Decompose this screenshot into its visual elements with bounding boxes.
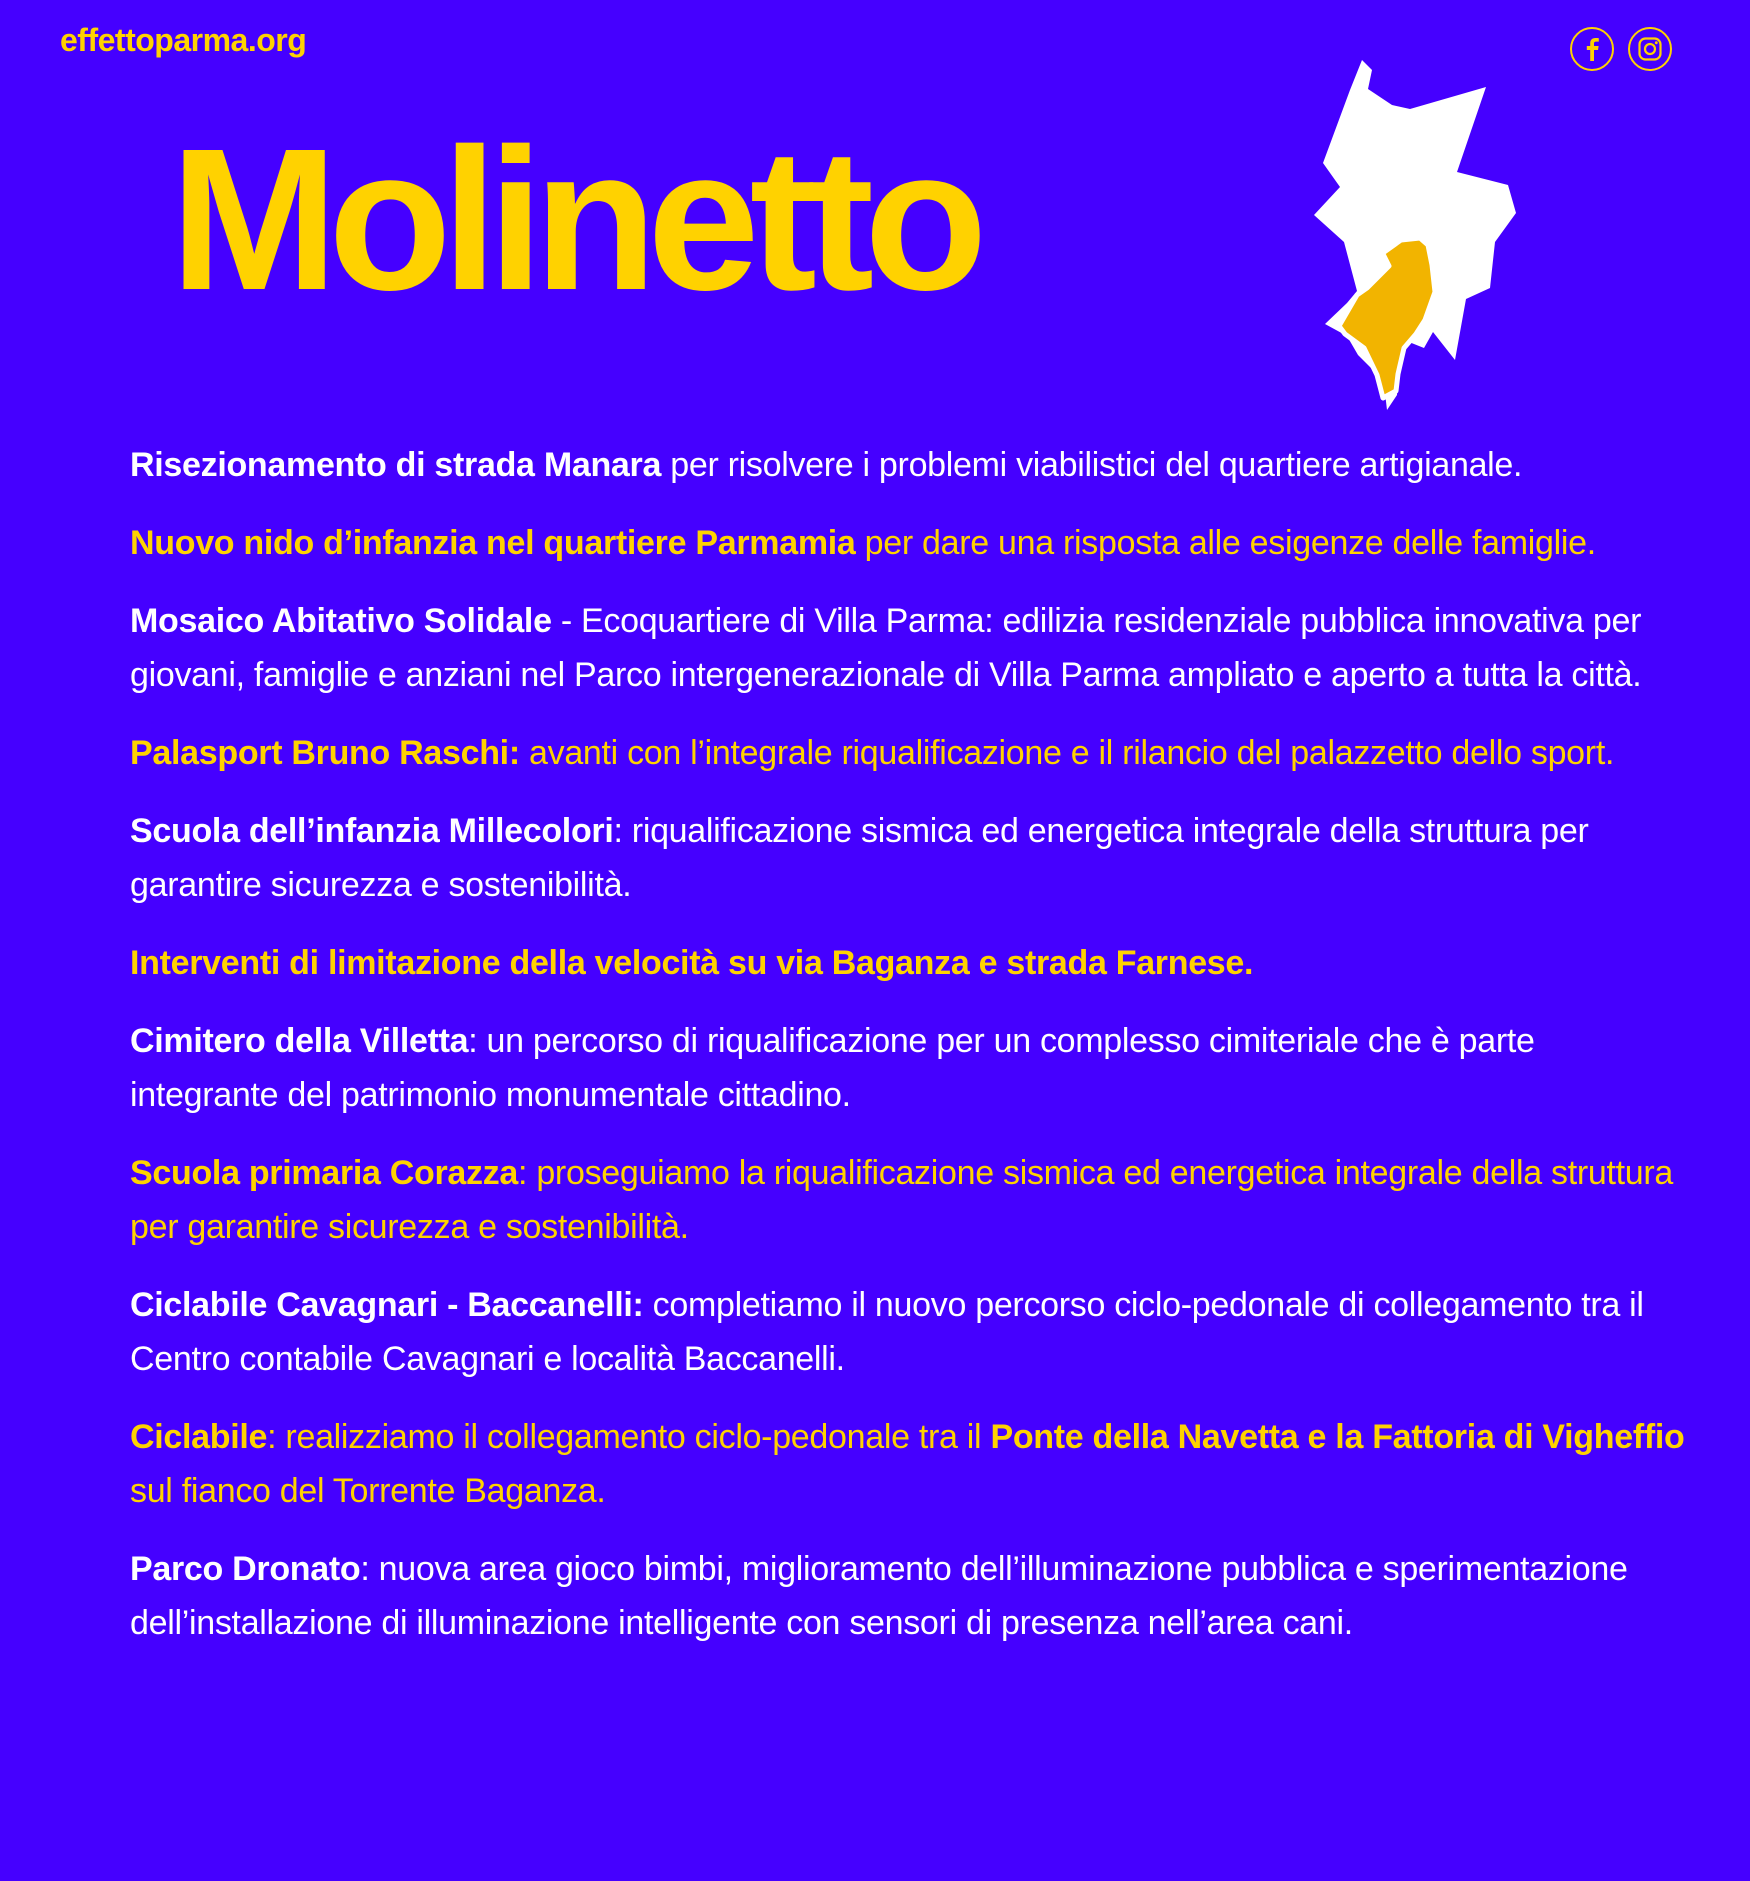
list-item [130,1278,1690,1386]
item-title: Mosaico Abitativo Solidale [130,602,552,640]
instagram-button[interactable] [1628,27,1672,71]
item-description: completiamo il nuovo percorso ciclo-pedonale di collegamento tra il Centro contabile Cavagnari e località Baccanelli. [130,1286,1644,1378]
list-item [130,594,1690,702]
list-item [130,516,1690,570]
list-item [130,1014,1690,1122]
social-links [1570,27,1672,71]
item-title: Palasport Bruno Raschi: [130,734,520,772]
list-item [130,1146,1690,1254]
facebook-icon [1581,36,1603,62]
list-item [130,1542,1690,1650]
item-title: Scuola primaria Corazza [130,1154,519,1192]
city-districts-shape [1314,60,1516,410]
item-description: : un percorso di riqualificazione per un complesso cimiteriale che è parte integrante del patrimonio monumentale cittadino. [130,1022,1535,1114]
item-title: Ciclabile [130,1418,268,1456]
item-description: - Ecoquartiere di Villa Parma: edilizia residenziale pubblica innovativa per giovani, famiglie e anziani nel Parco intergenerazionale di Villa Parma ampliato e aperto a tutta la città. [130,602,1642,694]
item-description: per dare una risposta alle esigenze delle famiglie. [855,524,1596,562]
page-title: Molinetto [170,106,978,332]
facebook-button[interactable] [1570,27,1614,71]
item-title: Scuola dell’infanzia Millecolori [130,812,614,850]
item-description: : nuova area gioco bimbi, miglioramento dell’illuminazione pubblica e sperimentazione dell’installazione di illuminazione intelligente con sensori di presenza nell’area cani. [130,1550,1628,1642]
item-description: avanti con l’integrale riqualificazione e il rilancio del palazzetto dello sport. [519,734,1615,772]
item-description: : riqualificazione sismica ed energetica integrale della struttura per garantire sicurezza e sostenibilità. [130,812,1589,904]
list-item [130,936,1690,990]
item-highlight: Ponte della Navetta e la Fattoria di Vigheffio [990,1418,1685,1456]
item-description: : proseguiamo la riqualificazione sismica ed energetica integrale della struttura per garantire sicurezza e sostenibilità. [130,1154,1674,1246]
item-title: Ciclabile Cavagnari - Baccanelli: [130,1286,644,1324]
item-description: : realizziamo il collegamento ciclo-pedonale tra il [267,1418,991,1456]
site-link[interactable]: effettoparma.org [60,22,307,58]
item-title: Parco Dronato [130,1550,361,1588]
instagram-icon [1637,36,1663,62]
list-item [130,804,1690,912]
item-title: Nuovo nido d’infanzia nel quartiere Parmamia [130,524,856,562]
item-description: per risolvere i problemi viabilistici del quartiere artigianale. [661,446,1523,484]
item-title: Interventi di limitazione della velocità su via Baganza e strada Farnese. [130,944,1254,982]
list-item [130,1410,1690,1518]
project-list [130,438,1690,1674]
list-item [130,438,1690,492]
district-map [1260,55,1520,410]
item-title: Risezionamento di strada Manara [130,446,662,484]
item-description-end: sul fianco del Torrente Baganza. [130,1472,606,1510]
item-title: Cimitero della Villetta [130,1022,469,1060]
list-item [130,726,1690,780]
